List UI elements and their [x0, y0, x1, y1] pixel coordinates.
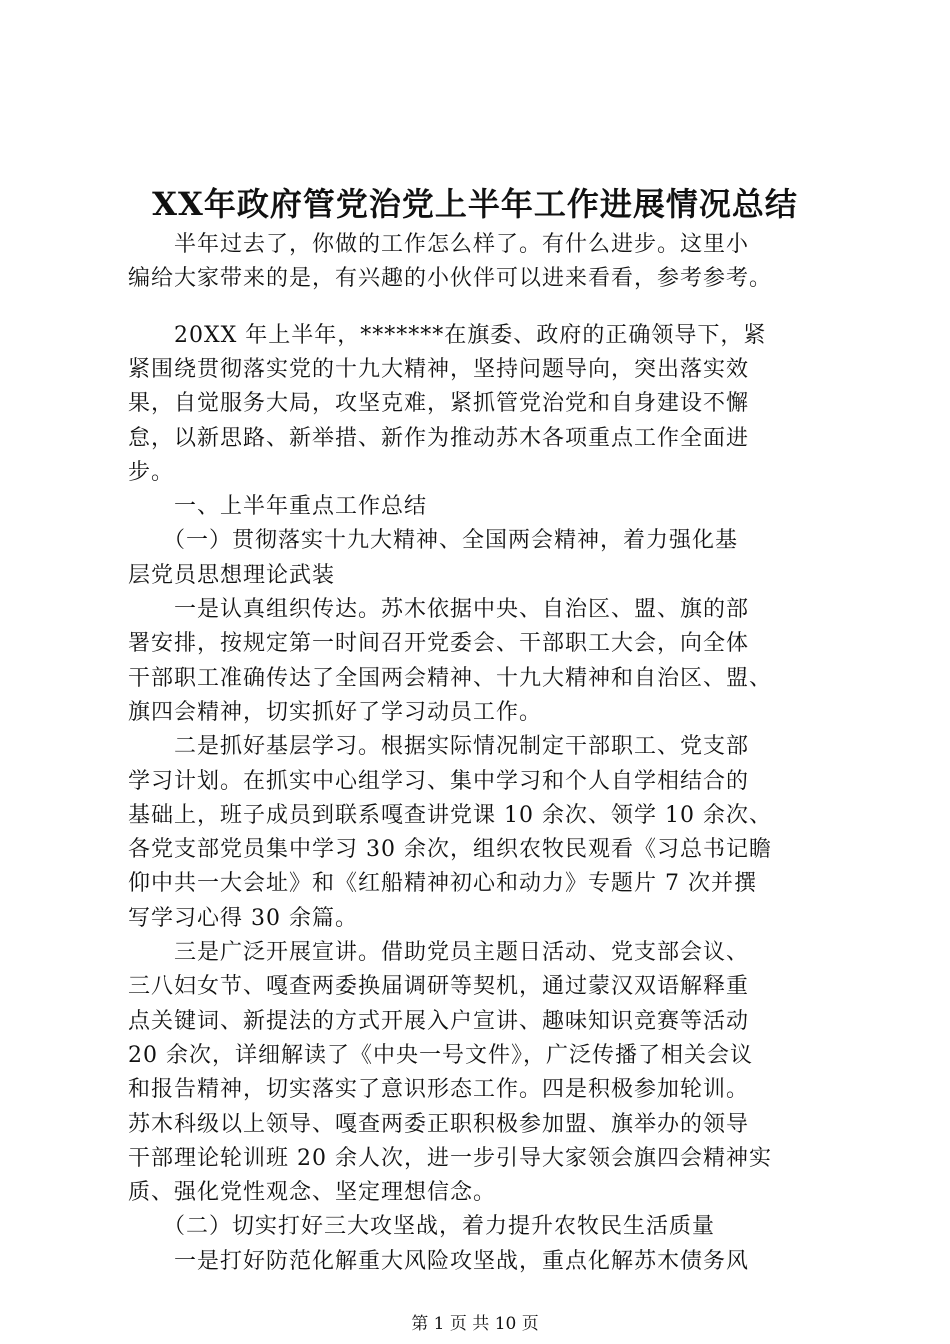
body-line: 各党支部党员集中学习 30 余次，组织农牧民观看《习总书记瞻 — [128, 837, 772, 862]
body-line: 编给大家带来的是，有兴趣的小伙伴可以进来看看，参考参考。 — [128, 266, 773, 291]
body-line: 点关键词、新提法的方式开展入户宣讲、趣味知识竞赛等活动 — [128, 1009, 750, 1034]
body-line: 20 余次，详细解读了《中央一号文件》，广泛传播了相关会议 — [128, 1043, 753, 1068]
body-line: 干部职工准确传达了全国两会精神、十九大精神和自治区、盟、 — [128, 666, 773, 691]
body-line: 质、强化党性观念、坚定理想信念。 — [128, 1180, 497, 1205]
body-line: 旗四会精神，切实抓好了学习动员工作。 — [128, 700, 543, 725]
body-line: 果，自觉服务大局，攻坚克难，紧抓管党治党和自身建设不懈 — [128, 391, 750, 416]
body-line: 学习计划。在抓实中心组学习、集中学习和个人自学相结合的 — [128, 769, 750, 794]
body-line: 一是打好防范化解重大风险攻坚战，重点化解苏木债务风 — [128, 1249, 750, 1274]
body-line: 20XX 年上半年，*******在旗委、政府的正确领导下，紧 — [128, 323, 767, 348]
body-line: 仰中共一大会址》和《红船精神初心和动力》专题片 7 次并撰 — [128, 871, 757, 896]
body-line: 半年过去了，你做的工作怎么样了。有什么进步。这里小 — [128, 232, 750, 257]
body-line: 署安排，按规定第一时间召开党委会、干部职工大会，向全体 — [128, 631, 750, 656]
subsection-heading: （二）切实打好三大攻坚战，着力提升农牧民生活质量 — [128, 1214, 716, 1239]
body-line: 三是广泛开展宣讲。借助党员主题日活动、党支部会议、 — [128, 940, 750, 965]
body-line: 一是认真组织传达。苏木依据中央、自治区、盟、旗的部 — [128, 597, 750, 622]
body-line: 紧围绕贯彻落实党的十九大精神，坚持问题导向，突出落实效 — [128, 357, 750, 382]
body-line: 基础上，班子成员到联系嘎查讲党课 10 余次、领学 10 余次、 — [128, 803, 772, 828]
document-title: XX年政府管党治党上半年工作进展情况总结 — [152, 185, 798, 223]
body-line: 二是抓好基层学习。根据实际情况制定干部职工、党支部 — [128, 734, 750, 759]
page-number: 第 1 页 共 10 页 — [411, 1314, 539, 1334]
body-line: 步。 — [128, 460, 175, 485]
body-line: 和报告精神，切实落实了意识形态工作。四是积极参加轮训。 — [128, 1077, 750, 1102]
body-line: 怠，以新思路、新举措、新作为推动苏木各项重点工作全面进 — [128, 426, 750, 451]
body-line: 写学习心得 30 余篇。 — [128, 906, 358, 931]
body-line: 苏木科级以上领导、嘎查两委正职积极参加盟、旗举办的领导 — [128, 1112, 750, 1137]
body-line: 三八妇女节、嘎查两委换届调研等契机，通过蒙汉双语解释重 — [128, 974, 750, 999]
body-line: 层党员思想理论武装 — [128, 563, 336, 588]
section-heading: 一、上半年重点工作总结 — [128, 494, 428, 519]
body-line: 干部理论轮训班 20 余人次，进一步引导大家领会旗四会精神实 — [128, 1146, 772, 1171]
subsection-heading: （一）贯彻落实十九大精神、全国两会精神，着力强化基 — [128, 528, 739, 553]
